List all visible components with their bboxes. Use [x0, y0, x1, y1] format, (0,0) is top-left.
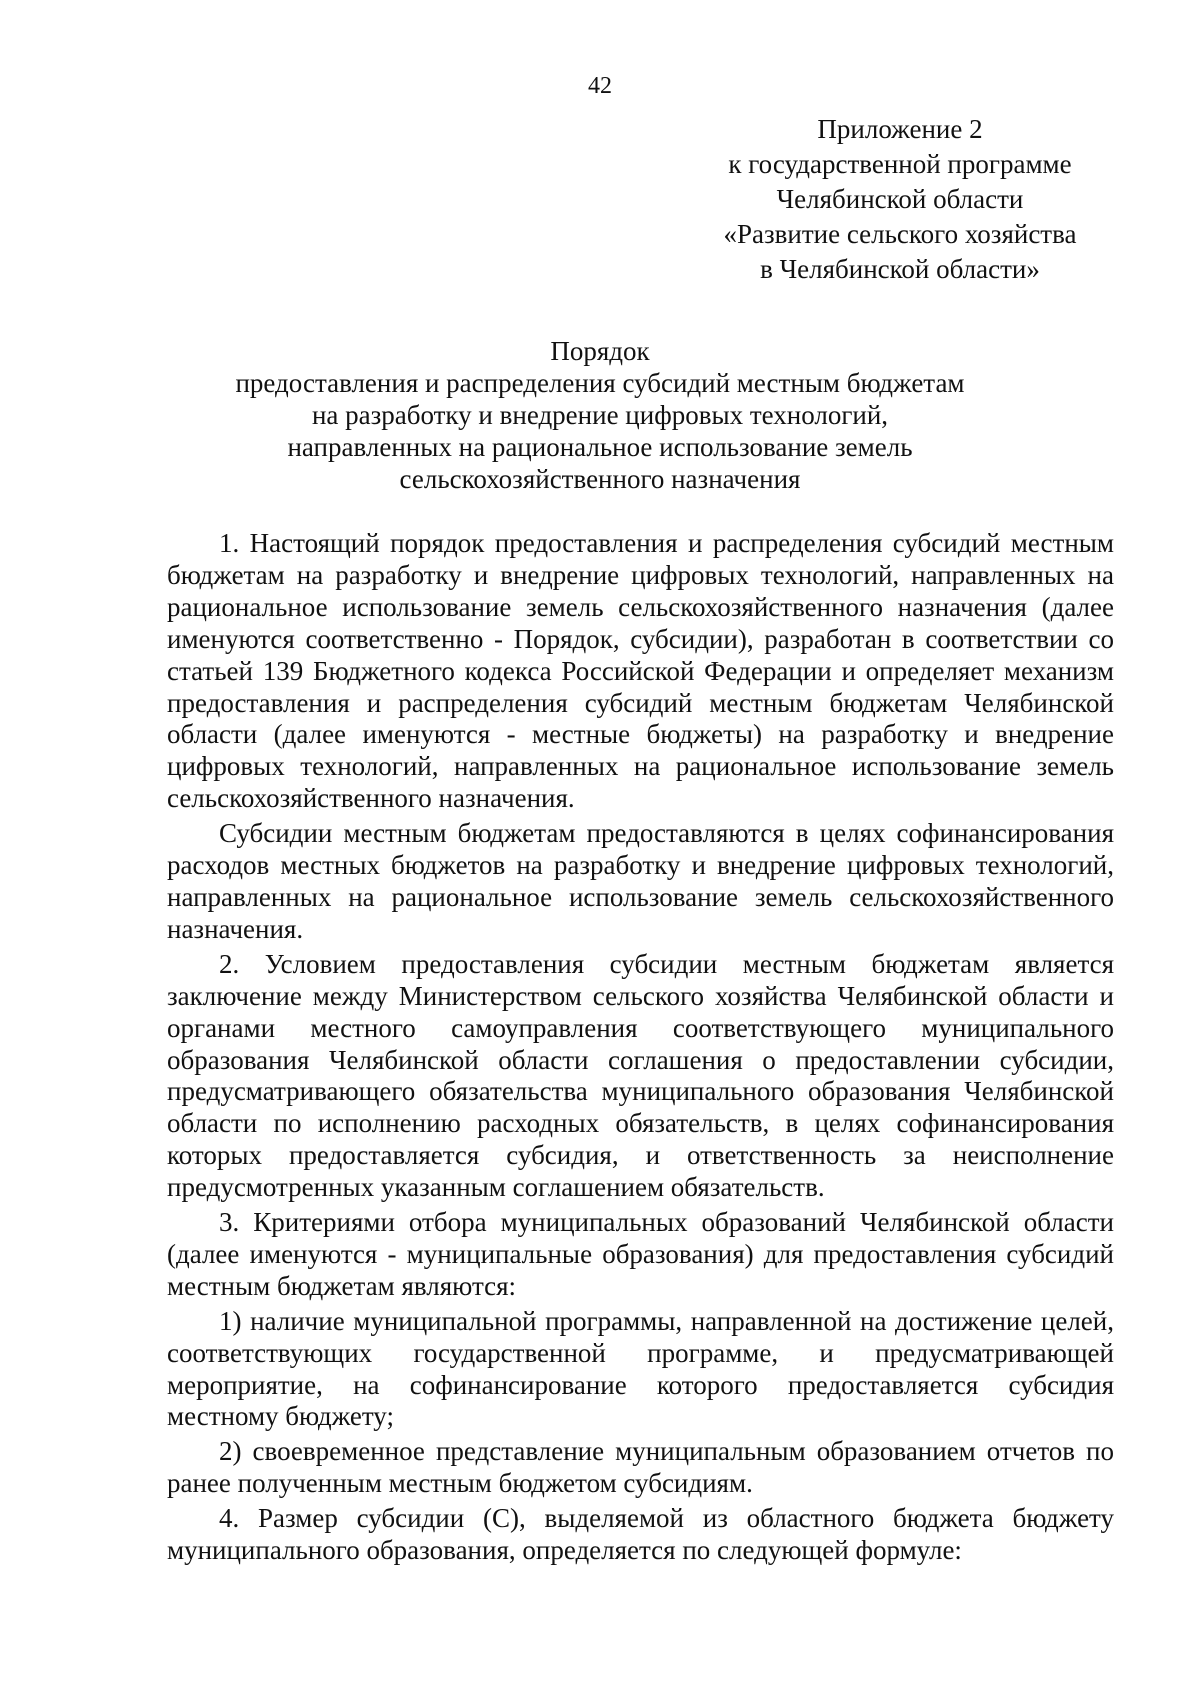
appendix-line: «Развитие сельского хозяйства	[723, 219, 1077, 249]
title-line: направленных на рациональное использование земель	[287, 432, 913, 462]
paragraph-3-item-2: 2) своевременное представление муниципальным образованием отчетов по ранее полученным местным бюджетом субсидиям.	[167, 1436, 1114, 1499]
appendix-line: Приложение 2	[817, 114, 983, 144]
appendix-line: к государственной программе	[728, 149, 1072, 179]
document-title	[200, 335, 1000, 495]
paragraph-4: 4. Размер субсидии (С), выделяемой из областного бюджета бюджету муниципального образования, определяется по следующей формуле:	[167, 1503, 1114, 1566]
paragraph-1-continued: Субсидии местным бюджетам предоставляются в целях софинансирования расходов местных бюджетов на разработку и внедрение цифровых технологий, направленных на рациональное использование земель сельскохозяйственного назначения.	[167, 818, 1114, 944]
paragraph-1: 1. Настоящий порядок предоставления и распределения субсидий местным бюджетам на разработку и внедрение цифровых технологий, направленных на рациональное использование земель сельскохозяйственного назначения (далее именуются соответственно - Порядок, субсидии), разработан в соответствии со статьей 139 Бюджетного кодекса Российской Федерации и определяет механизм предоставления и распределения субсидий местным бюджетам Челябинской области (далее именуются - местные бюджеты) на разработку и внедрение цифровых технологий, направленных на рациональное использование земель сельскохозяйственного назначения.	[167, 528, 1114, 814]
title-line: Порядок	[550, 336, 650, 366]
appendix-line: в Челябинской области»	[760, 254, 1040, 284]
paragraph-3-item-1: 1) наличие муниципальной программы, направленной на достижение целей, соответствующих государственной программе, и предусматривающей мероприятие, на софинансирование которого предоставляется субсидия местному бюджету;	[167, 1305, 1114, 1432]
appendix-reference	[700, 112, 1100, 287]
paragraph-3: 3. Критериями отбора муниципальных образований Челябинской области (далее именуются - муниципальные образования) для предоставления субсидий местным бюджетам являются:	[167, 1207, 1114, 1301]
document-body	[167, 528, 1114, 1570]
appendix-line: Челябинской области	[776, 184, 1024, 214]
title-line: сельскохозяйственного назначения	[399, 464, 801, 494]
page-number: 42	[588, 73, 612, 99]
title-line: предоставления и распределения субсидий местным бюджетам	[235, 368, 965, 398]
paragraph-2: 2. Условием предоставления субсидии местным бюджетам является заключение между Министерством сельского хозяйства Челябинской области и органами местного самоуправления соответствующего муниципального образования Челябинской области соглашения о предоставлении субсидии, предусматривающего обязательства муниципального образования Челябинской области по исполнению расходных обязательств, в целях софинансирования которых предоставляется субсидия, и ответственность за неисполнение предусмотренных указанным соглашением обязательств.	[167, 948, 1114, 1203]
title-line: на разработку и внедрение цифровых технологий,	[311, 400, 889, 430]
